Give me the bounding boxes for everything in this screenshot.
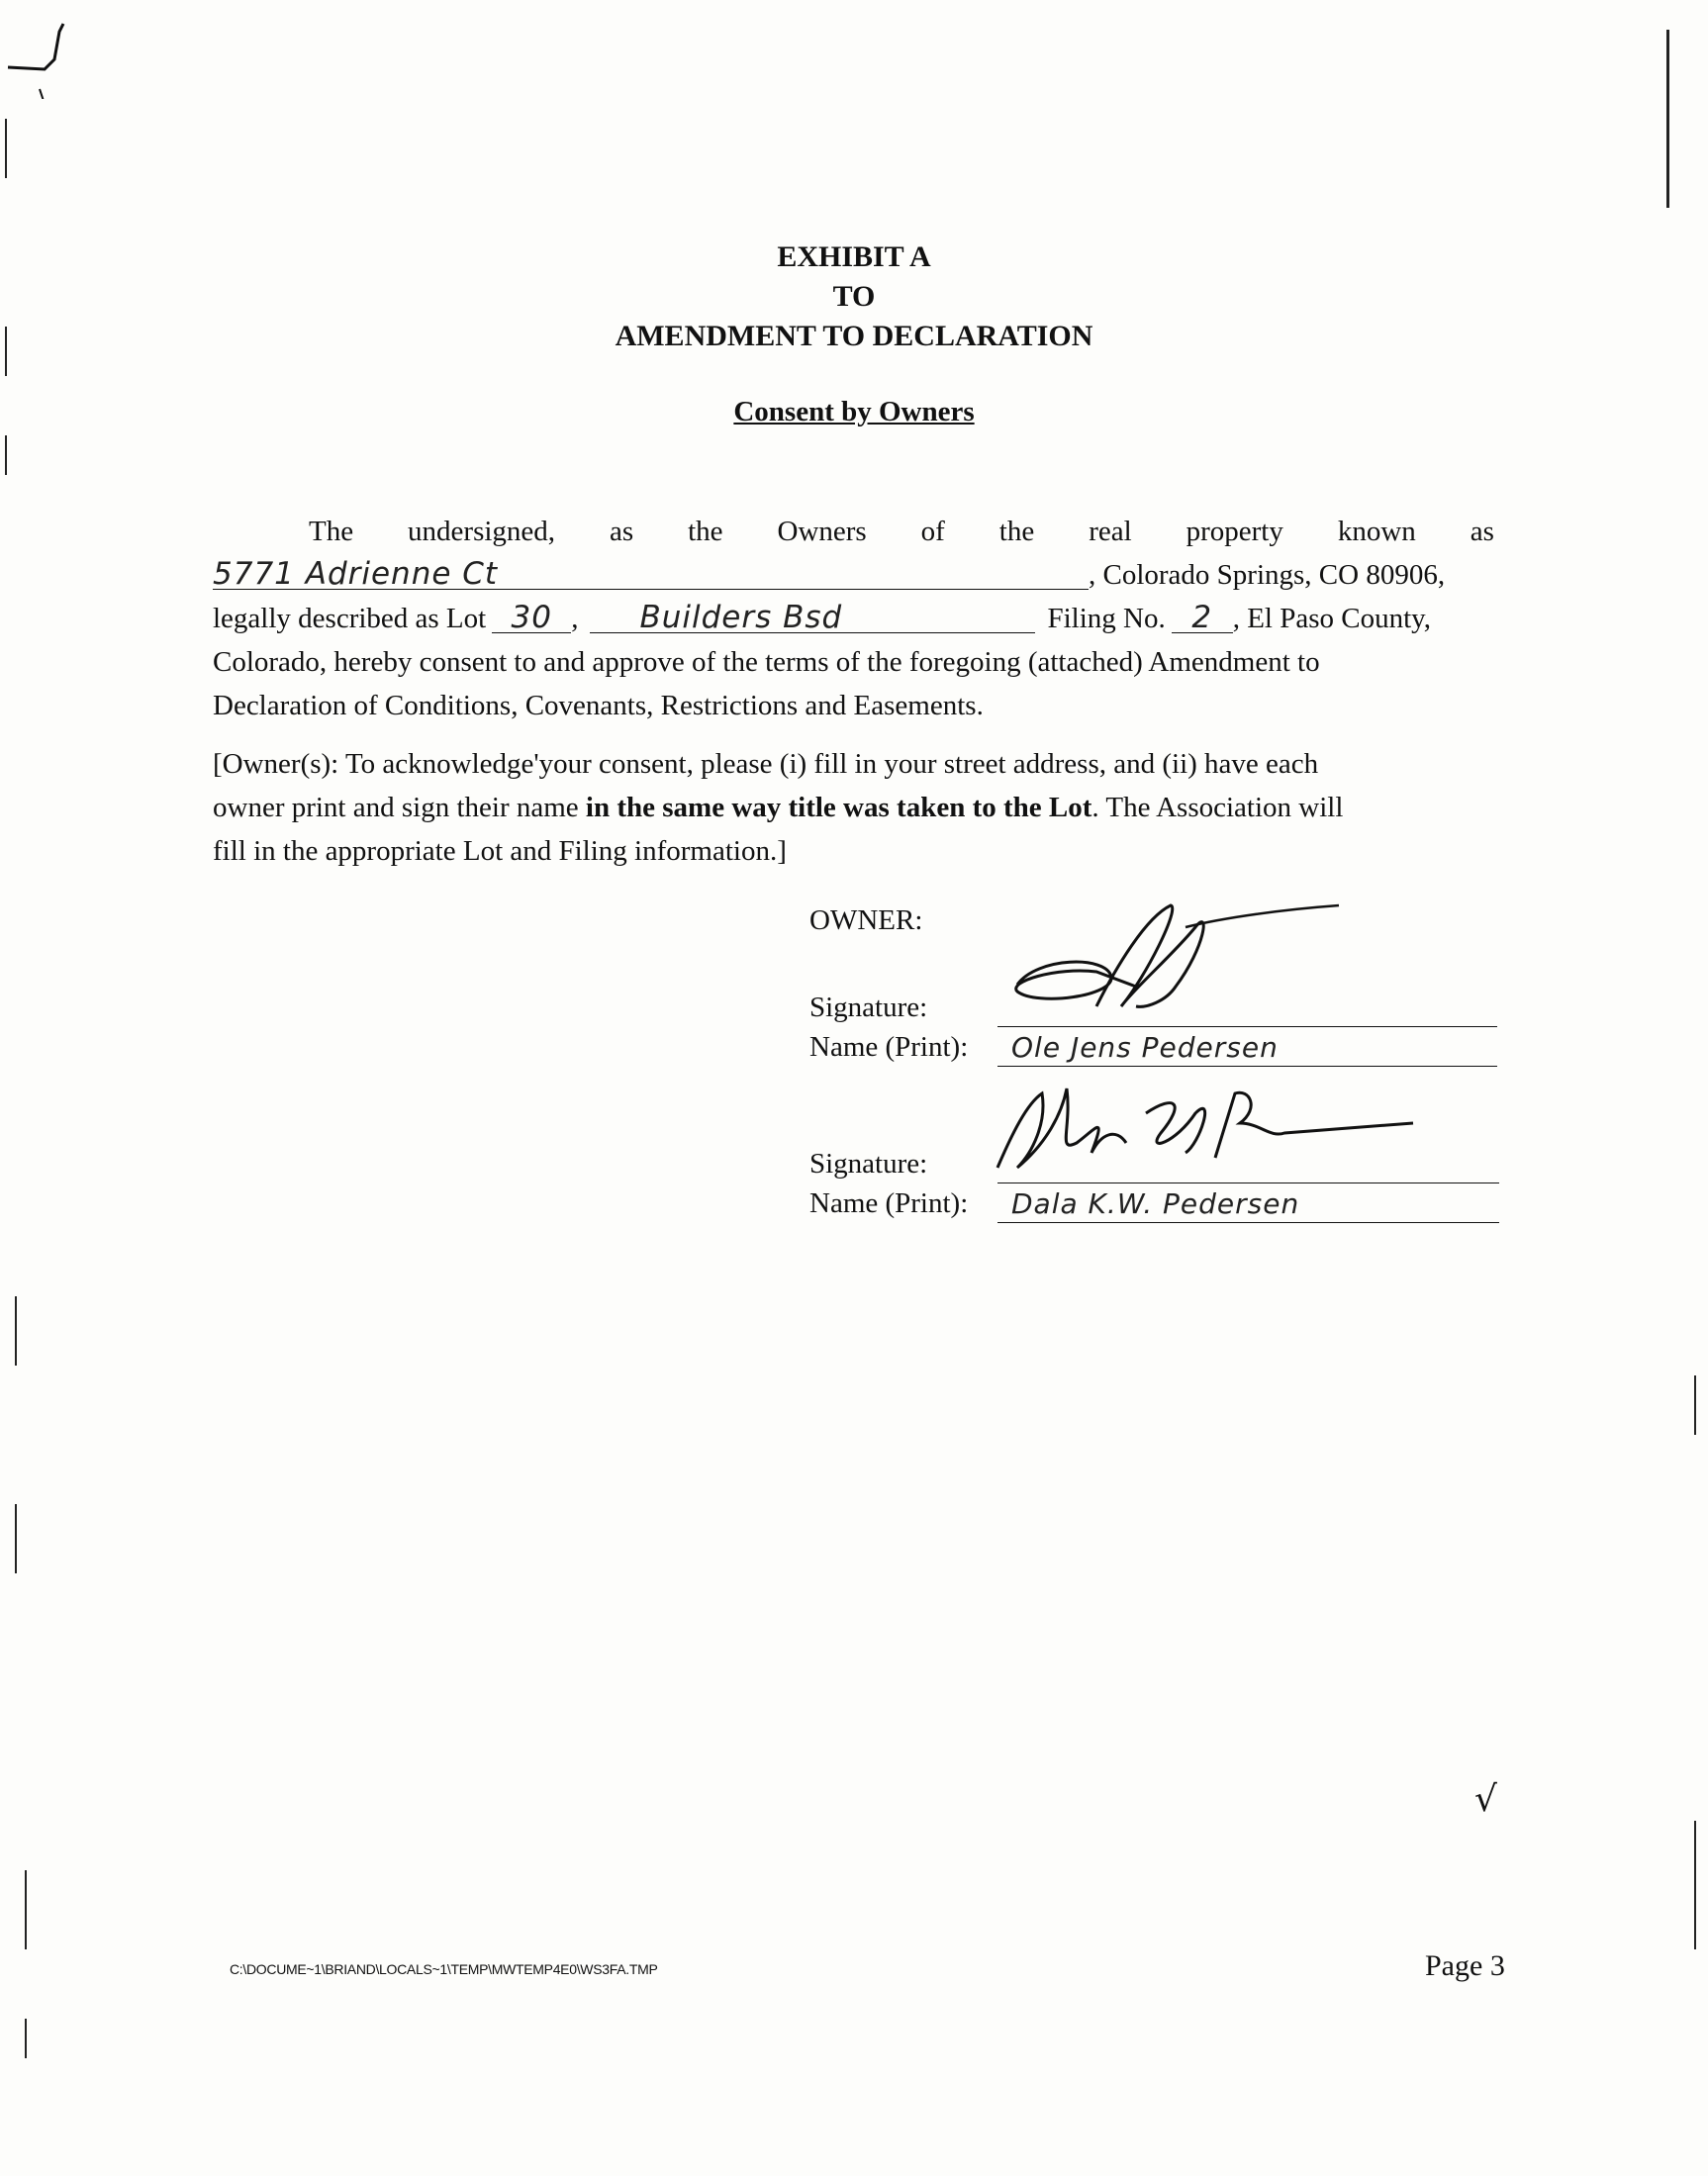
city-state-zip: , Colorado Springs, CO 80906,	[1089, 559, 1446, 591]
printed-name-1: Ole Jens Pedersen	[1011, 1031, 1279, 1064]
legal-description-label: legally described as Lot	[213, 603, 487, 634]
paragraph-line	[213, 510, 1494, 553]
word: of	[920, 516, 945, 547]
word: the	[688, 516, 723, 547]
filing-field[interactable]	[1172, 600, 1233, 635]
file-path-footer: C:\DOCUME~1\BRIAND\LOCALS~1\TEMP\MWTEMP4E0\WS3FA.TMP	[230, 1961, 658, 1977]
lot-field[interactable]	[492, 600, 571, 635]
scan-edge-line	[15, 1504, 17, 1573]
word: undersigned,	[408, 516, 556, 547]
signature-row-2	[809, 1144, 1499, 1183]
paragraph-line	[213, 553, 1494, 597]
scan-edge-line	[1694, 1821, 1696, 1949]
subdivision-field[interactable]	[590, 600, 1035, 635]
page-number: Page 3	[1425, 1949, 1505, 1982]
address-handwritten: 5771 Adrienne Ct	[213, 556, 499, 592]
scan-edge-line	[1694, 1375, 1696, 1435]
scan-edge-line	[25, 2019, 27, 2058]
instruction-emphasis: in the same way title was taken to the Lot	[585, 792, 1092, 823]
paragraph-line	[213, 597, 1494, 640]
address-field[interactable]	[213, 556, 1089, 592]
signature-2-image	[988, 1074, 1443, 1183]
check-mark: √	[1474, 1779, 1497, 1820]
word: known	[1337, 516, 1416, 547]
consent-paragraph	[213, 510, 1494, 727]
filing-label: Filing No.	[1047, 603, 1166, 634]
paragraph-line: Declaration of Conditions, Covenants, Restrictions and Easements.	[213, 690, 984, 721]
name-print-field-2[interactable]	[997, 1187, 1499, 1223]
paragraph-line: [Owner(s): To acknowledge'your consent, please (i) fill in your street address, and (ii) have each	[213, 748, 1319, 780]
scan-edge-line	[25, 1870, 27, 1949]
word: Owners	[777, 516, 867, 547]
word: the	[998, 516, 1035, 547]
exhibit-title: EXHIBIT A	[777, 240, 931, 273]
subdivision-handwritten: Builders Bsd	[639, 600, 843, 635]
word: The	[309, 516, 354, 547]
scan-edge-line	[1666, 30, 1669, 208]
comma: ,	[571, 603, 579, 634]
exhibit-to: TO	[832, 280, 876, 313]
paragraph-line: Colorado, hereby consent to and approve of the terms of the foregoing (attached) Amendment to	[213, 646, 1320, 678]
instructions-paragraph	[213, 742, 1494, 873]
lot-handwritten: 30	[511, 600, 552, 635]
name-row-2	[809, 1183, 1499, 1223]
title-block	[0, 237, 1708, 356]
signature-field-1[interactable]	[997, 996, 1497, 1027]
instruction-text: . The Association will	[1091, 792, 1344, 823]
scan-edge-line	[15, 1296, 17, 1366]
word: property	[1186, 516, 1283, 547]
paragraph-line: fill in the appropriate Lot and Filing information.]	[213, 835, 787, 867]
printed-name-2: Dala K.W. Pedersen	[1011, 1187, 1300, 1220]
owner-heading: OWNER:	[809, 904, 923, 936]
signature-label: Signature:	[809, 992, 928, 1023]
name-row-1	[809, 1027, 1499, 1067]
word: as	[1470, 516, 1494, 547]
word: real	[1089, 516, 1132, 547]
name-print-label: Name (Print):	[809, 1031, 969, 1063]
consent-heading: Consent by Owners	[733, 396, 975, 427]
name-print-field-1[interactable]	[997, 1031, 1497, 1067]
scan-edge-line	[5, 119, 7, 178]
signature-1-image	[997, 898, 1354, 1036]
signature-field-2[interactable]	[997, 1153, 1499, 1183]
filing-handwritten: 2	[1191, 600, 1213, 635]
instruction-text: owner print and sign their name	[213, 792, 586, 823]
name-print-label: Name (Print):	[809, 1187, 969, 1219]
signature-row-1	[809, 988, 1499, 1027]
corner-pen-mark	[0, 10, 99, 99]
word: as	[610, 516, 634, 547]
county-text: , El Paso County,	[1232, 603, 1432, 634]
owner-signature-block	[809, 900, 1499, 1223]
paragraph-line	[213, 786, 1494, 829]
amendment-title: AMENDMENT TO DECLARATION	[615, 320, 1093, 352]
signature-label: Signature:	[809, 1148, 928, 1180]
scan-edge-line	[5, 435, 7, 475]
